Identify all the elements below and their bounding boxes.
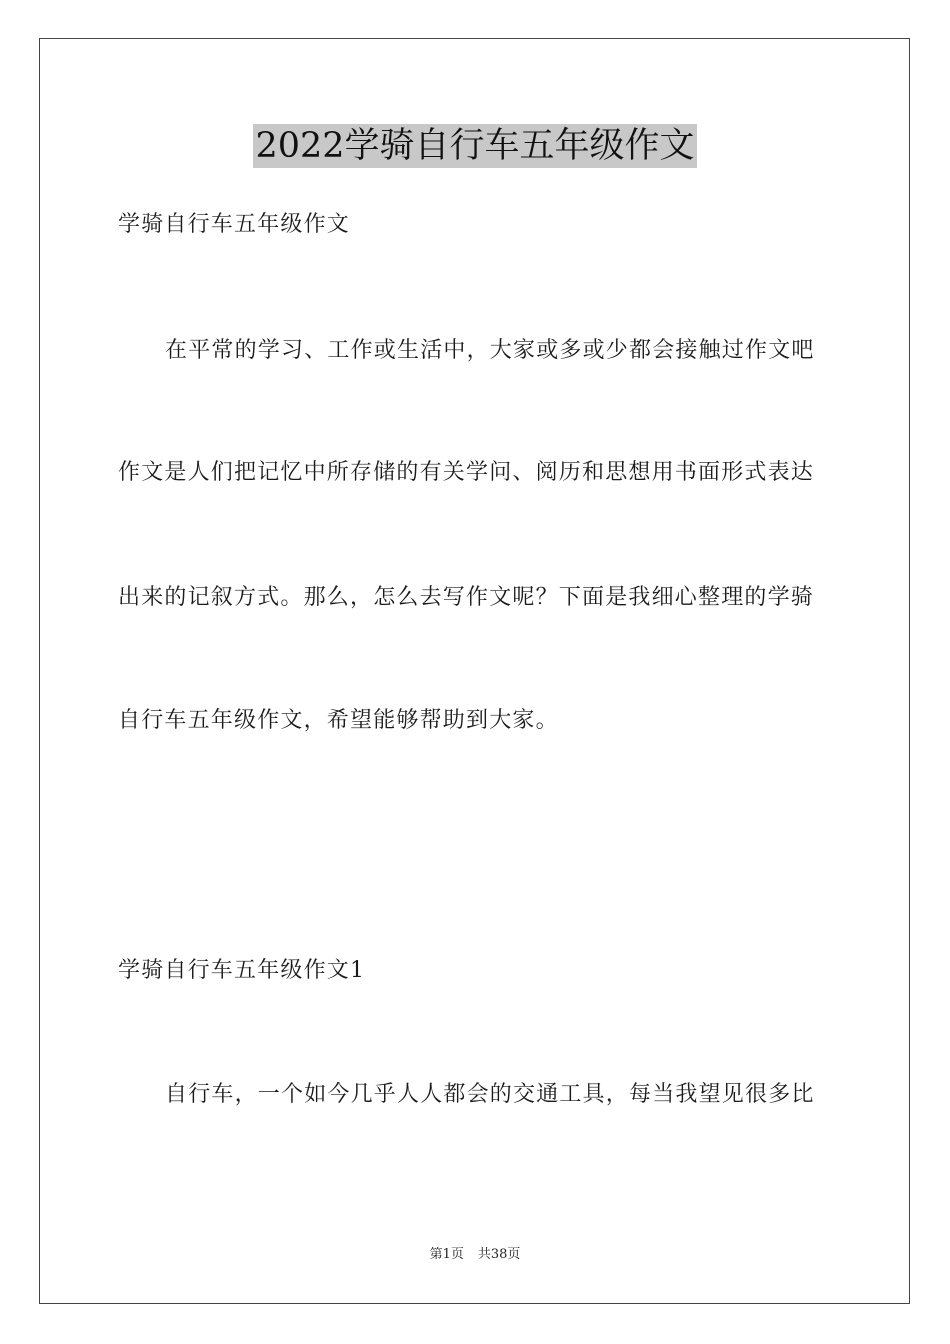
page-total: 共38页 (477, 1247, 521, 1262)
title-container (0, 124, 950, 168)
paragraph-line: 作文是人们把记忆中所存储的有关学问、阅历和思想用书面形式表达 (118, 460, 815, 485)
paragraph-line: 自行车五年级作文，希望能够帮助到大家。 (118, 708, 559, 733)
document-subtitle: 学骑自行车五年级作文 (118, 212, 351, 237)
paragraph-line: 出来的记叙方式。那么，怎么去写作文呢？下面是我细心整理的学骑 (118, 585, 815, 610)
paragraph-line: 在平常的学习、工作或生活中，大家或多或少都会接触过作文吧 (165, 338, 815, 363)
section-heading: 学骑自行车五年级作文1 (118, 958, 366, 983)
document-title: 2022学骑自行车五年级作文 (255, 126, 695, 166)
paragraph-line: 自行车，一个如今几乎人人都会的交通工具，每当我望见很多比 (165, 1082, 815, 1107)
page-footer (0, 1246, 950, 1264)
page-number: 第1页 (429, 1247, 464, 1262)
